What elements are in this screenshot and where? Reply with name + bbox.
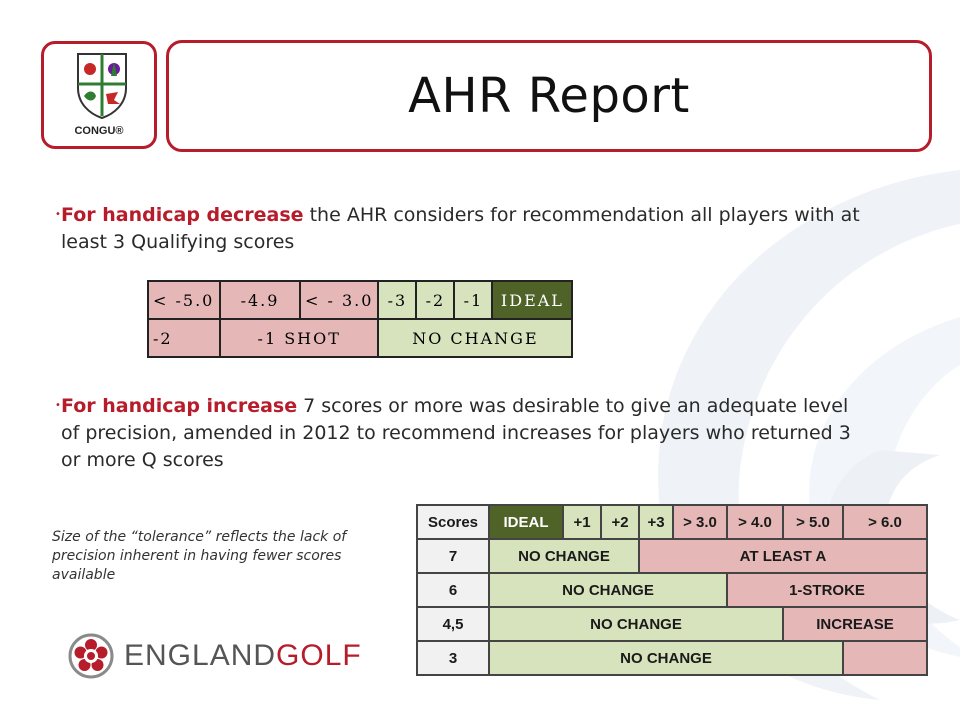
tolerance-note: Size of the “tolerance” reflects the lack of precision inherent in having fewer scores available	[52, 529, 347, 583]
bullet-icon: •	[55, 400, 61, 411]
no-change-cell: NO CHANGE	[489, 573, 727, 607]
decrease-table-row	[148, 281, 572, 319]
header-cell: > 5.0	[783, 505, 843, 539]
rose-icon	[68, 633, 114, 679]
decrease-cell: -2	[416, 281, 454, 319]
wordmark-golf: GOLF	[276, 639, 362, 672]
decrease-cell: -2	[148, 319, 220, 357]
england-golf-wordmark	[124, 639, 362, 673]
action-cell	[843, 641, 927, 675]
bullet-decrease-text: the AHR considers for recommendation all players with at least 3 Qualifying scores	[61, 204, 860, 253]
no-change-cell: NO CHANGE	[489, 607, 783, 641]
bullet-icon: •	[55, 209, 61, 220]
title-box	[166, 40, 932, 152]
table-row	[417, 607, 927, 641]
bullet-increase-highlight: For handicap increase	[61, 395, 298, 417]
header-cell: > 3.0	[673, 505, 727, 539]
header-cell: > 6.0	[843, 505, 927, 539]
table-row	[417, 539, 927, 573]
table-row	[417, 573, 927, 607]
congu-logo	[41, 41, 157, 149]
no-change-cell: NO CHANGE	[489, 641, 843, 675]
increase-table	[416, 504, 928, 676]
scores-cell: 3	[417, 641, 489, 675]
congu-logo-text: CONGU®	[74, 125, 124, 137]
header-cell: +2	[601, 505, 639, 539]
decrease-table	[147, 280, 573, 358]
decrease-cell: < - 3.0	[300, 281, 378, 319]
congu-shield-icon	[74, 50, 130, 120]
header-cell: +3	[639, 505, 673, 539]
decrease-cell-no-change: NO CHANGE	[378, 319, 572, 357]
increase-table-header	[417, 505, 927, 539]
wordmark-england: ENGLAND	[124, 639, 277, 672]
decrease-cell: -1	[454, 281, 492, 319]
decrease-cell: -3	[378, 281, 416, 319]
decrease-cell: < -5.0	[148, 281, 220, 319]
page-title: AHR Report	[408, 68, 690, 124]
no-change-cell: NO CHANGE	[489, 539, 639, 573]
bullet-decrease	[55, 202, 881, 256]
england-golf-logo	[68, 633, 362, 679]
scores-cell: 7	[417, 539, 489, 573]
header-cell: Scores	[417, 505, 489, 539]
action-cell: INCREASE	[783, 607, 927, 641]
bullet-increase	[55, 393, 861, 474]
decrease-cell: -4.9	[220, 281, 300, 319]
header-cell-ideal: IDEAL	[489, 505, 563, 539]
scores-cell: 4,5	[417, 607, 489, 641]
action-cell: 1-STROKE	[727, 573, 927, 607]
bullet-increase-text: 7 scores or more was desirable to give an adequate level of precision, amended in 2012 to recommend increases for players who returned 3 or more Q scores	[61, 395, 851, 471]
header-cell: +1	[563, 505, 601, 539]
bullet-decrease-highlight: For handicap decrease	[61, 204, 304, 226]
decrease-cell-ideal: IDEAL	[492, 281, 572, 319]
scores-cell: 6	[417, 573, 489, 607]
header-cell: > 4.0	[727, 505, 783, 539]
table-row	[417, 641, 927, 675]
decrease-table-row	[148, 319, 572, 357]
action-cell: AT LEAST A	[639, 539, 927, 573]
decrease-cell: -1 SHOT	[220, 319, 378, 357]
